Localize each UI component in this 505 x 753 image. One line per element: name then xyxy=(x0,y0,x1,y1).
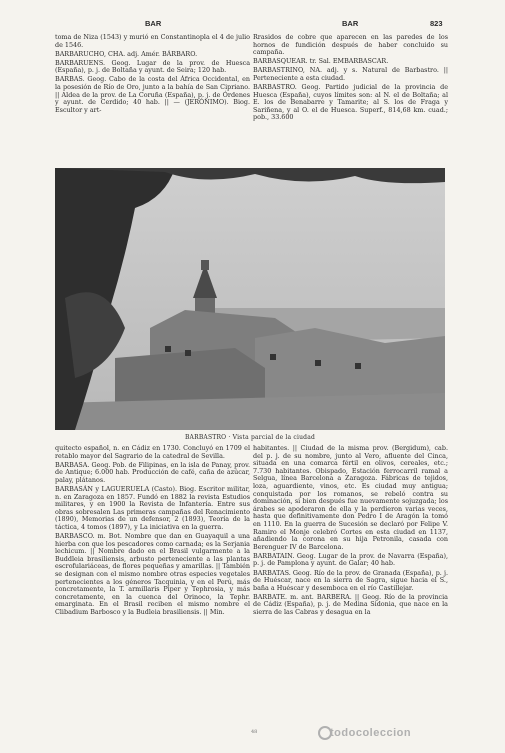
header-left: BAR xyxy=(145,19,162,28)
top-left-column xyxy=(55,34,250,116)
top-right-column xyxy=(253,34,448,124)
encyclopedia-page xyxy=(50,20,460,730)
entry: BARBATE. m. ant. BARBERA. || Geog. Río de la provincia de Cádiz (España), p. j. de Medina Sidonia, que nace en la sierra de las Cabras y desagua en la xyxy=(253,592,448,616)
photo-caption xyxy=(55,434,445,442)
page-mark: 48 xyxy=(251,729,258,735)
city-photo xyxy=(55,168,445,430)
bottom-right-column xyxy=(253,445,448,618)
watermark: todocoleccion xyxy=(330,727,412,739)
entry: BARBATAS. Geog. Río de la prov. de Granada (España), p. j. de Huéscar, nace en la sierra de Sagra, sigue hacia el S., baña a Huéscar y desemboca en el río Castillejar. xyxy=(253,568,448,592)
entry: BARBATAIN. Geog. Lugar de la prov. de Navarra (España), p. j. de Pamplona y ayunt. de Galar; 40 hab. xyxy=(253,551,448,568)
page-number: 823 xyxy=(430,19,443,28)
entry: BARBASA. Geog. Pob. de Filipinas, en la isla de Panay, prov. de Antique; 6.000 hab. Producción de café, caña de azúcar, palay, plátanos. xyxy=(55,460,250,484)
entry: quitecto español, n. en Cádiz en 1730. Concluyó en 1709 el retablo mayor del Sagrario de la catedral de Sevilla. xyxy=(55,444,250,460)
caption-place: BARBASTRO xyxy=(184,434,227,441)
entry: BARBASQUEAR. tr. Sal. EMBARBASCAR. xyxy=(253,57,389,66)
entry: BARBASCO. m. Bot. Nombre que dan en Guayaquil a una hierba con que los pescadores como carnada; es la Serjania lechicum. || Nombre dado en el Brasil vulgarmente a la Buddleia brasiliensis, arbusto perteneciente a las plantas escrofulariáceas, de flores pequeñas y amarillas. || También se designan con el mismo nombre otras especies vegetales pertenecientes a los géneros Tacquinia, y en el Perú, más concretamente, la T. armillaris Piper y Tephrosia, y más concretamente, en la cuenca del Orinoco, la Tephr. emarginata. En el Brasil reciben el mismo nombre el Clibadium Barbosco y la Budleia brasiliensis. || Min. xyxy=(55,532,250,616)
entry: Rrasidos de cobre que aparecen en las paredes de los hornos de fundición después de haber concluido su campaña. xyxy=(253,33,448,57)
entry: BARBAS. Geog. Cabo de la costa del África Occidental, en la posesión de Río de Oro, junto a la bahía de San Cipriano. || Aldea de la prov. de La Coruña (España), p. j. de Órdenes y ayunt. de Cerdido; 40 hab. || — (JERÓNIMO). Biog. Escultor y art- xyxy=(55,75,250,114)
bottom-left-column xyxy=(55,445,250,618)
entry: BARBARUENS. Geog. Lugar de la prov. de Huesca (España), p. j. de Boltaña y ayunt. de Seira; 120 hab. xyxy=(55,58,250,75)
entry: BARBARUCHO, CHA. adj. Amér. BÁRBARO. xyxy=(55,49,198,58)
entry: toma de Niza (1543) y murió en Constantinopla el 4 de julio de 1546. xyxy=(55,33,250,49)
entry: BARBASÁN y LAGUERUELA (Casto). Biog. Escritor militar, n. en Zaragoza en 1857. Fundó en 1882 la revista Estudios militares, y en 1900 la Revista de Infantería. Entre sus obras sobresalen Las primeras campañas del Renacimiento (1890), Memorias de un defensor, 2 (1893), Teoría de la táctica, 4 tomos (1897), y La iniciativa en la guerra. xyxy=(55,484,250,531)
entry: habitantes. || Ciudad de la misma prov. (Bergidum), cab. del p. j. de su nombre, junto al Vero, afluente del Cinca, situada en una comarca fértil en olivos, cereales, etc.; 7.730 habitantes. Obispado, Estación ferrocarril ramal a Selgua, línea Barcelona a Zaragoza. Fábricas de tejidos, loza, aguardiente, vinos, etc. Es ciudad muy antigua; conquistada por los romanos, se rebeló contra su dominación, si bien después fue nuevamente sojuzgada; los árabes se apoderaron de ella y la perdieron varias veces, hasta que definitivamente don Pedro I de Aragón la tomó en 1110. En la guerra de Sucesión se declaró por Felipe V. Ramiro el Monje celebró Cortes en esta ciudad en 1137, añadiendo la corona en su hija Petronila, casada con Berenguer IV de Barcelona. xyxy=(253,444,448,551)
header-center: BAR xyxy=(342,19,359,28)
entry: BARBASTRINO, NA. adj. y s. Natural de Barbastro. || Perteneciente a esta ciudad. xyxy=(253,66,448,82)
entry: BARBASTRO. Geog. Partido judicial de la provincia de Huesca (España), cuyos límites son: al N. el de Boltaña; al E. los de Benabarre y Tamarite; al S. los de Fraga y Sariñena, y al O. el de Huesca. Superf., 814,68 km. cuad.; pob., 33.600 xyxy=(253,83,448,122)
running-header xyxy=(50,20,460,32)
caption-text: · Vista parcial de la ciudad xyxy=(228,434,316,441)
